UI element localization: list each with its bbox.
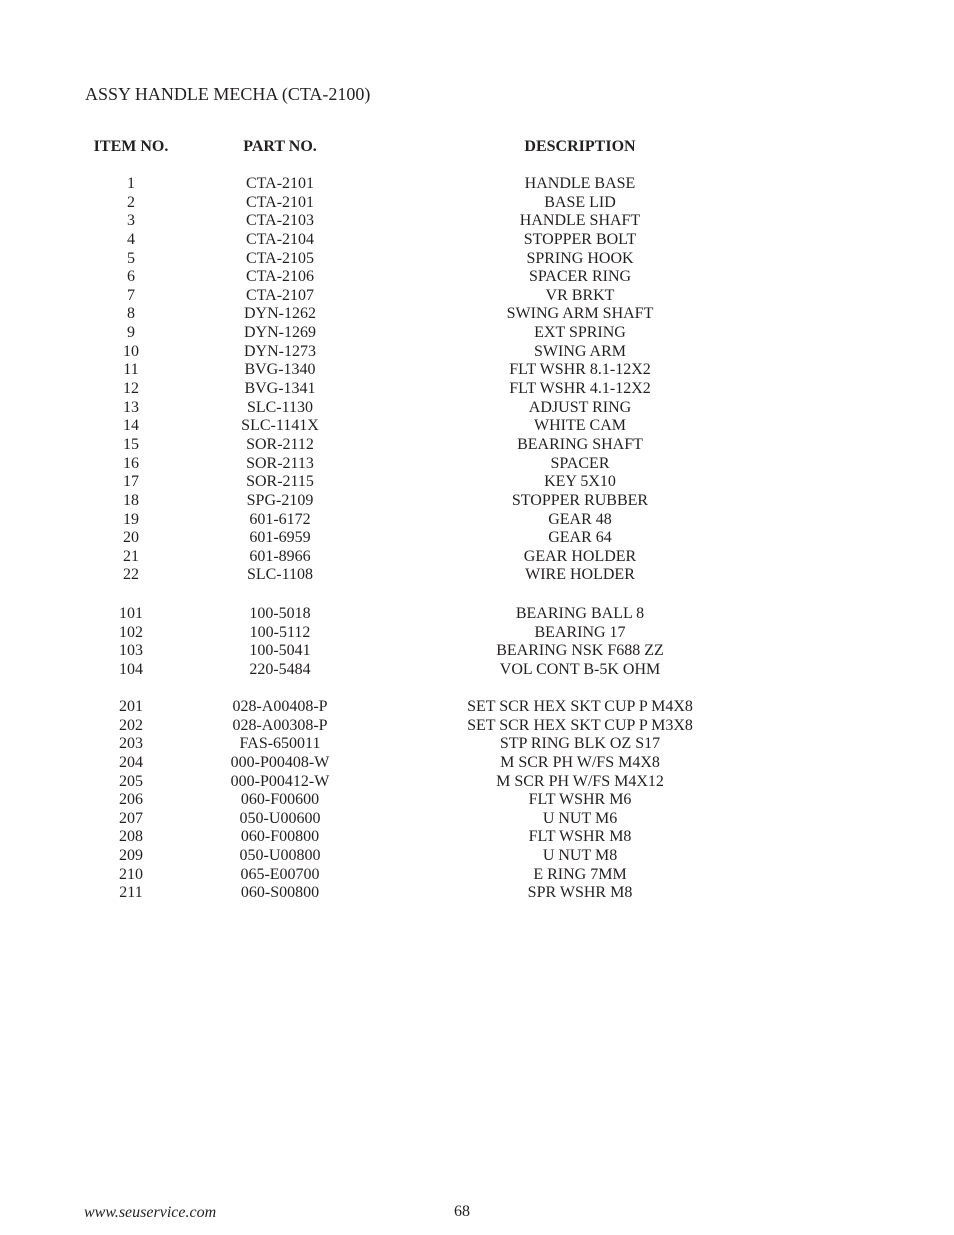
description-cell: BASE LID: [544, 193, 616, 211]
item-no-cell: 6: [127, 268, 135, 286]
part-no-cell: 000-P00408-W: [230, 753, 330, 771]
parts-group: [0, 605, 954, 680]
description-cell: ADJUST RING: [528, 398, 632, 416]
table-row: [0, 884, 954, 903]
description-cell: M SCR PH W/FS M4X8: [500, 753, 660, 771]
item-no-cell: 8: [127, 305, 135, 323]
item-no-cell: 18: [123, 491, 139, 509]
description-cell: GEAR 48: [548, 510, 612, 528]
table-row: [0, 624, 954, 643]
part-no-cell: BVG-1341: [244, 380, 316, 398]
item-no-cell: 206: [119, 791, 143, 809]
table-row: [0, 548, 954, 567]
table-row: [0, 324, 954, 343]
table-row: [0, 661, 954, 680]
table-row: [0, 791, 954, 810]
description-cell: SPRING HOOK: [526, 249, 634, 267]
description-cell: GEAR 64: [548, 529, 612, 547]
table-row: [0, 250, 954, 269]
item-no-cell: 204: [119, 753, 143, 771]
table-row: [0, 754, 954, 773]
item-no-cell: 101: [119, 605, 143, 622]
item-no-cell: 208: [119, 828, 143, 846]
description-cell: WHITE CAM: [534, 417, 626, 435]
description-cell: U NUT M6: [542, 809, 618, 827]
description-cell: SWING ARM SHAFT: [506, 305, 654, 323]
item-no-header: ITEM NO.: [93, 138, 169, 155]
item-no-cell: 3: [127, 212, 135, 230]
part-no-cell: 100-5112: [249, 623, 311, 641]
item-no-cell: 16: [123, 454, 139, 472]
footer-url: www.seuservice.com: [84, 1204, 217, 1221]
description-cell: VOL CONT B-5K OHM: [499, 660, 661, 678]
item-no-cell: 210: [119, 865, 143, 883]
part-no-cell: FAS-650011: [239, 735, 321, 753]
description-cell: BEARING 17: [534, 623, 626, 641]
table-row: [0, 605, 954, 624]
part-no-cell: 050-U00600: [239, 809, 321, 827]
part-no-header: PART NO.: [243, 138, 317, 155]
part-no-cell: CTA-2107: [245, 286, 315, 304]
item-no-cell: 15: [123, 435, 139, 453]
description-cell: GEAR HOLDER: [523, 547, 637, 565]
description-cell: SPR WSHR M8: [527, 884, 633, 902]
table-row: [0, 380, 954, 399]
part-no-cell: CTA-2106: [245, 268, 315, 286]
part-no-cell: DYN-1273: [244, 342, 316, 360]
part-no-cell: 065-E00700: [240, 865, 320, 883]
description-cell: BEARING BALL 8: [515, 605, 645, 622]
part-no-cell: BVG-1340: [244, 361, 316, 379]
item-no-cell: 10: [123, 342, 139, 360]
item-no-cell: 20: [123, 529, 139, 547]
item-no-cell: 202: [119, 716, 143, 734]
description-cell: VR BRKT: [545, 286, 615, 304]
table-row: [0, 810, 954, 829]
item-no-cell: 211: [119, 884, 143, 902]
table-row: [0, 231, 954, 250]
item-no-cell: 19: [123, 510, 139, 528]
part-no-cell: SOR-2115: [246, 473, 314, 491]
description-cell: M SCR PH W/FS M4X12: [496, 772, 664, 790]
item-no-cell: 209: [119, 847, 143, 865]
item-no-cell: 2: [127, 193, 135, 211]
item-no-cell: 7: [127, 286, 135, 304]
description-cell: EXT SPRING: [534, 324, 626, 342]
description-cell: SWING ARM: [533, 342, 627, 360]
part-no-cell: 000-P00412-W: [230, 772, 330, 790]
part-no-cell: CTA-2103: [245, 212, 315, 230]
part-no-cell: SLC-1141X: [241, 417, 319, 435]
table-row: [0, 268, 954, 287]
description-cell: SPACER: [550, 454, 610, 472]
parts-group: [0, 698, 954, 903]
table-row: [0, 399, 954, 418]
table-row: [0, 698, 954, 717]
description-cell: SET SCR HEX SKT CUP P M4X8: [467, 698, 693, 715]
parts-group: [0, 175, 954, 585]
part-no-cell: 028-A00308-P: [232, 716, 328, 734]
part-no-cell: SLC-1108: [246, 566, 314, 584]
description-cell: FLT WSHR 4.1-12X2: [509, 380, 651, 398]
table-row: [0, 343, 954, 362]
part-no-cell: 601-8966: [249, 547, 311, 565]
part-no-cell: CTA-2101: [245, 193, 315, 211]
table-row: [0, 436, 954, 455]
part-no-cell: 220-5484: [249, 660, 311, 678]
table-row: [0, 773, 954, 792]
table-row: [0, 194, 954, 213]
description-header: DESCRIPTION: [524, 138, 636, 155]
part-no-cell: CTA-2104: [245, 230, 315, 248]
table-row: [0, 511, 954, 530]
part-no-cell: 100-5018: [249, 605, 311, 622]
item-no-cell: 5: [127, 249, 135, 267]
item-no-cell: 9: [127, 324, 135, 342]
table-row: [0, 529, 954, 548]
part-no-cell: 060-F00800: [240, 828, 320, 846]
table-row: [0, 735, 954, 754]
item-no-cell: 13: [123, 398, 139, 416]
item-no-cell: 4: [127, 230, 135, 248]
item-no-cell: 1: [127, 175, 135, 192]
table-row: [0, 847, 954, 866]
part-no-cell: SPG-2109: [246, 491, 314, 509]
table-row: [0, 492, 954, 511]
table-row: [0, 642, 954, 661]
item-no-cell: 203: [119, 735, 143, 753]
item-no-cell: 104: [119, 660, 143, 678]
table-row: [0, 566, 954, 585]
item-no-cell: 207: [119, 809, 143, 827]
item-no-cell: 103: [119, 642, 143, 660]
part-no-cell: 060-F00600: [240, 791, 320, 809]
description-cell: U NUT M8: [542, 847, 618, 865]
part-no-cell: CTA-2105: [245, 249, 315, 267]
part-no-cell: 060-S00800: [240, 884, 320, 902]
description-cell: SET SCR HEX SKT CUP P M3X8: [467, 716, 693, 734]
item-no-cell: 102: [119, 623, 143, 641]
description-cell: STP RING BLK OZ S17: [499, 735, 661, 753]
table-row: [0, 305, 954, 324]
table-row: [0, 361, 954, 380]
item-no-cell: 12: [123, 380, 139, 398]
description-cell: KEY 5X10: [544, 473, 616, 491]
item-no-cell: 14: [123, 417, 139, 435]
table-row: [0, 828, 954, 847]
part-no-cell: SLC-1130: [246, 398, 314, 416]
item-no-cell: 17: [123, 473, 139, 491]
description-cell: SPACER RING: [528, 268, 632, 286]
description-cell: FLT WSHR 8.1-12X2: [509, 361, 651, 379]
description-cell: HANDLE BASE: [524, 175, 636, 192]
description-cell: BEARING NSK F688 ZZ: [496, 642, 664, 660]
table-row: [0, 175, 954, 194]
item-no-cell: 21: [123, 547, 139, 565]
description-cell: STOPPER RUBBER: [511, 491, 649, 509]
part-no-cell: DYN-1262: [244, 305, 316, 323]
table-row: [0, 455, 954, 474]
part-no-cell: 601-6172: [249, 510, 311, 528]
part-no-cell: 601-6959: [249, 529, 311, 547]
table-row: [0, 417, 954, 436]
description-cell: WIRE HOLDER: [525, 566, 635, 584]
description-cell: HANDLE SHAFT: [519, 212, 641, 230]
table-row: [0, 473, 954, 492]
description-cell: FLT WSHR M6: [528, 791, 632, 809]
item-no-cell: 205: [119, 772, 143, 790]
description-cell: E RING 7MM: [533, 865, 627, 883]
part-no-cell: 100-5041: [249, 642, 311, 660]
part-no-cell: CTA-2101: [245, 175, 315, 192]
page-title: ASSY HANDLE MECHA (CTA-2100): [85, 84, 371, 104]
item-no-cell: 201: [119, 698, 143, 715]
item-no-cell: 22: [123, 566, 139, 584]
description-cell: STOPPER BOLT: [523, 230, 637, 248]
table-row: [0, 866, 954, 885]
table-row: [0, 212, 954, 231]
part-no-cell: 050-U00800: [239, 847, 321, 865]
part-no-cell: SOR-2112: [246, 435, 314, 453]
description-cell: FLT WSHR M8: [528, 828, 632, 846]
table-row: [0, 717, 954, 736]
item-no-cell: 11: [123, 361, 139, 379]
part-no-cell: 028-A00408-P: [232, 698, 328, 715]
description-cell: BEARING SHAFT: [517, 435, 643, 453]
part-no-cell: DYN-1269: [244, 324, 316, 342]
table-row: [0, 287, 954, 306]
part-no-cell: SOR-2113: [246, 454, 314, 472]
page-number: 68: [454, 1203, 470, 1220]
